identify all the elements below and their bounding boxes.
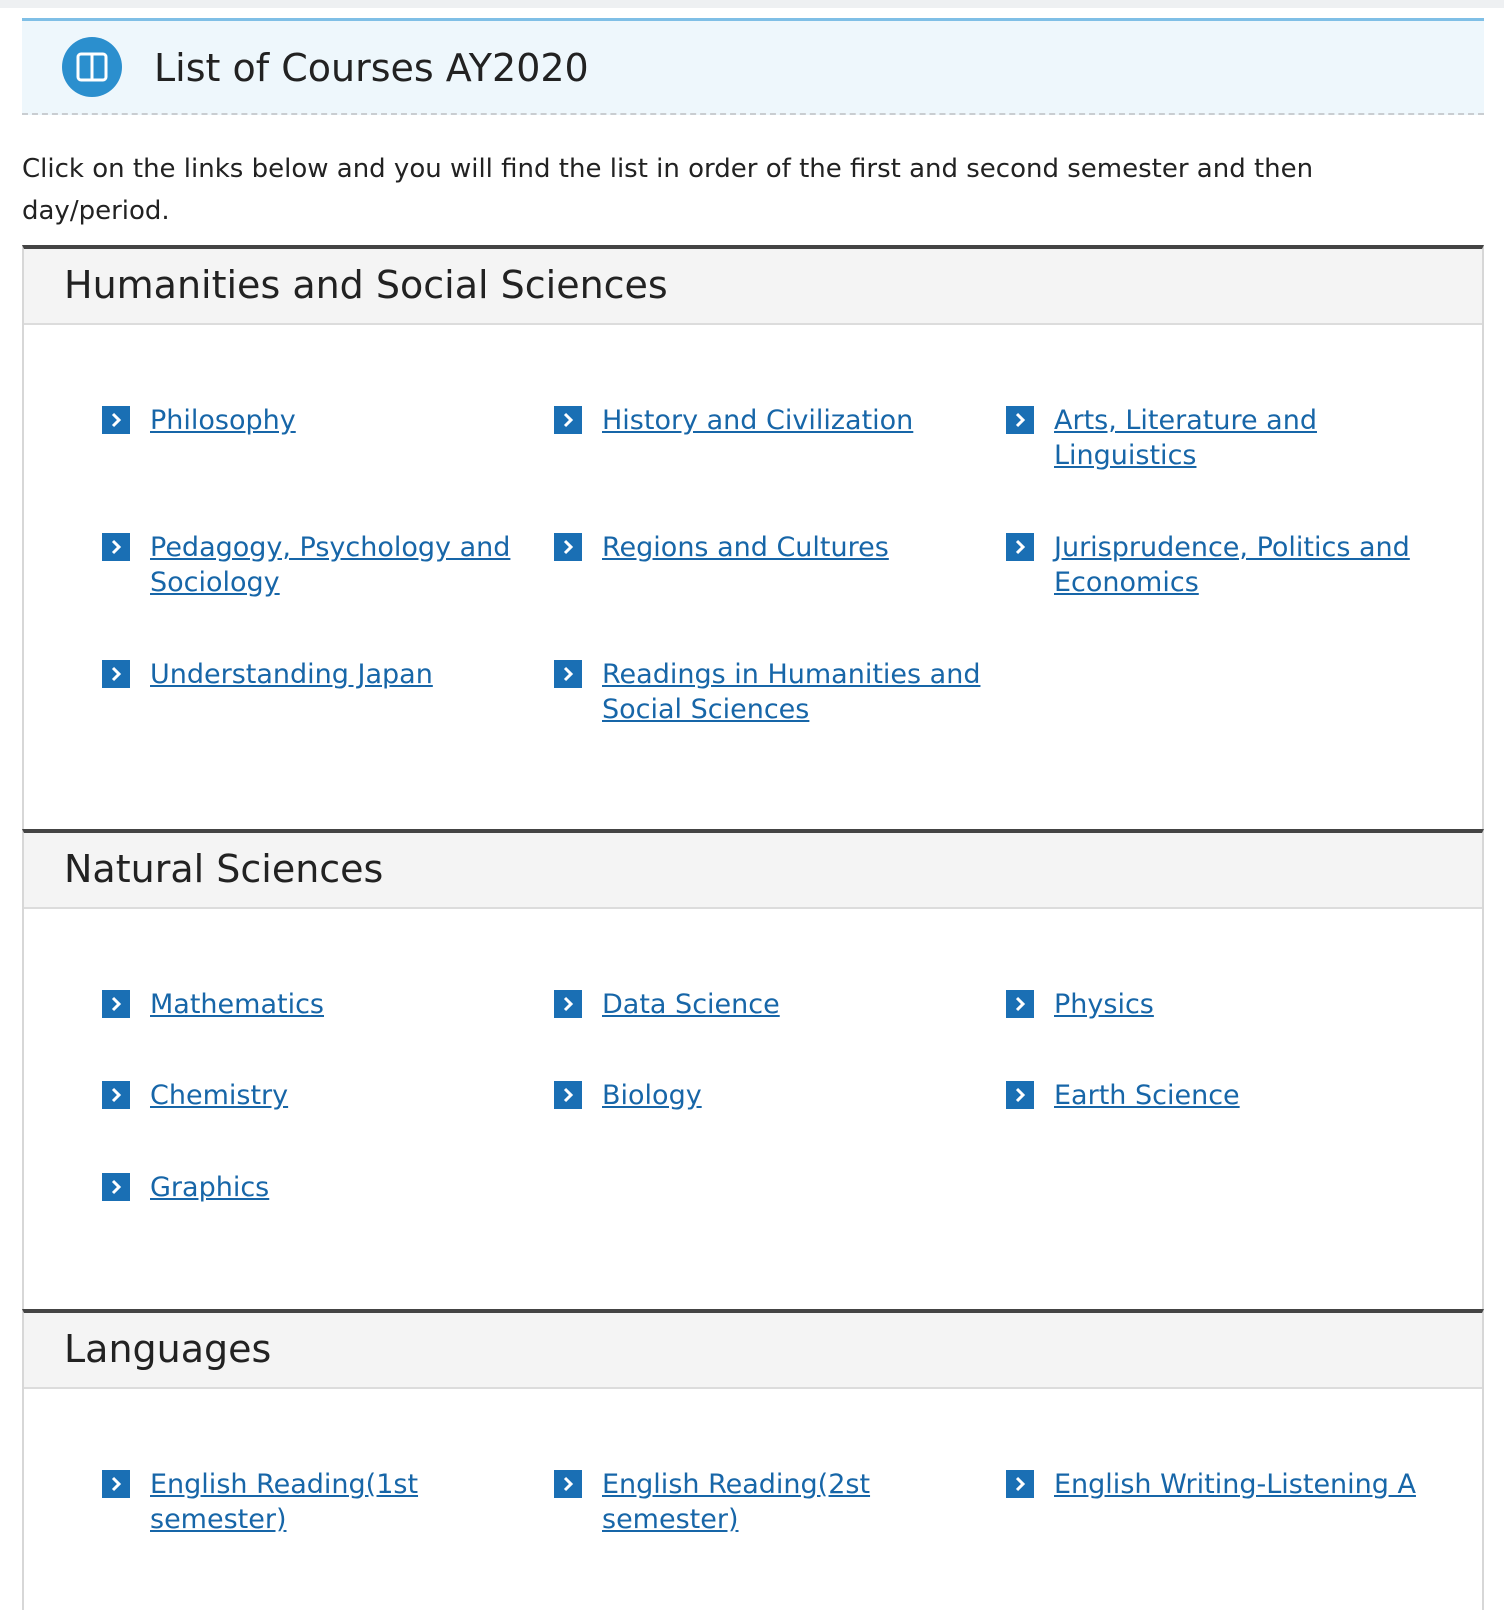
course-link-label[interactable]: English Reading(1st semester) <box>150 1469 419 1535</box>
course-link-label[interactable]: Pedagogy, Psychology and Sociology <box>150 532 511 598</box>
section-natural-sciences <box>22 829 1484 1313</box>
chevron-right-icon <box>1006 1081 1034 1109</box>
course-link-label[interactable]: Regions and Cultures <box>602 532 889 563</box>
top-bar <box>0 0 1504 8</box>
chevron-right-icon <box>554 1470 582 1498</box>
chevron-right-icon <box>102 406 130 434</box>
chevron-right-icon <box>1006 533 1034 561</box>
course-link-label[interactable]: Understanding Japan <box>150 659 433 690</box>
section-header <box>24 249 1482 325</box>
course-link-label[interactable]: English Writing-Listening A <box>1054 1469 1416 1500</box>
chevron-right-icon <box>554 1081 582 1109</box>
course-link-label[interactable]: Earth Science <box>1054 1080 1240 1111</box>
section-title: Humanities and Social Sciences <box>64 263 668 307</box>
chevron-right-icon <box>1006 1470 1034 1498</box>
chevron-right-icon <box>1006 406 1034 434</box>
chevron-right-icon <box>102 1173 130 1201</box>
section-title: Languages <box>64 1327 272 1371</box>
section-title: Natural Sciences <box>64 847 384 891</box>
page-header <box>22 18 1484 115</box>
chevron-right-icon <box>554 533 582 561</box>
section-header <box>24 833 1482 909</box>
section-humanities <box>22 245 1484 833</box>
course-link-label[interactable]: Jurisprudence, Politics and Economics <box>1054 532 1410 598</box>
course-link-label[interactable]: Graphics <box>150 1172 270 1203</box>
chevron-right-icon <box>102 533 130 561</box>
course-link-label[interactable]: Philosophy <box>150 405 296 436</box>
course-link-label[interactable]: Biology <box>602 1080 702 1111</box>
chevron-right-icon <box>1006 990 1034 1018</box>
intro-text: Click on the links below and you will find the list in order of the first and second semester and then day/period. <box>22 154 1314 226</box>
chevron-right-icon <box>554 990 582 1018</box>
section-languages <box>22 1309 1484 1610</box>
chevron-right-icon <box>102 1470 130 1498</box>
page-title: List of Courses AY2020 <box>154 46 589 90</box>
chevron-right-icon <box>102 1081 130 1109</box>
course-link-label[interactable]: English Reading(2st semester) <box>602 1469 871 1535</box>
course-link-label[interactable]: Data Science <box>602 989 780 1020</box>
section-header <box>24 1313 1482 1389</box>
course-link-label[interactable]: Chemistry <box>150 1080 289 1111</box>
course-link-label[interactable]: Physics <box>1054 989 1154 1020</box>
course-link-label[interactable]: Readings in Humanities and Social Sciences <box>602 659 981 725</box>
chevron-right-icon <box>102 990 130 1018</box>
course-link-label[interactable]: Mathematics <box>150 989 324 1020</box>
chevron-right-icon <box>102 660 130 688</box>
chevron-right-icon <box>554 406 582 434</box>
book-icon <box>62 37 122 97</box>
course-link-label[interactable]: History and Civilization <box>602 405 914 436</box>
course-link-label[interactable]: Arts, Literature and Linguistics <box>1054 405 1317 471</box>
chevron-right-icon <box>554 660 582 688</box>
